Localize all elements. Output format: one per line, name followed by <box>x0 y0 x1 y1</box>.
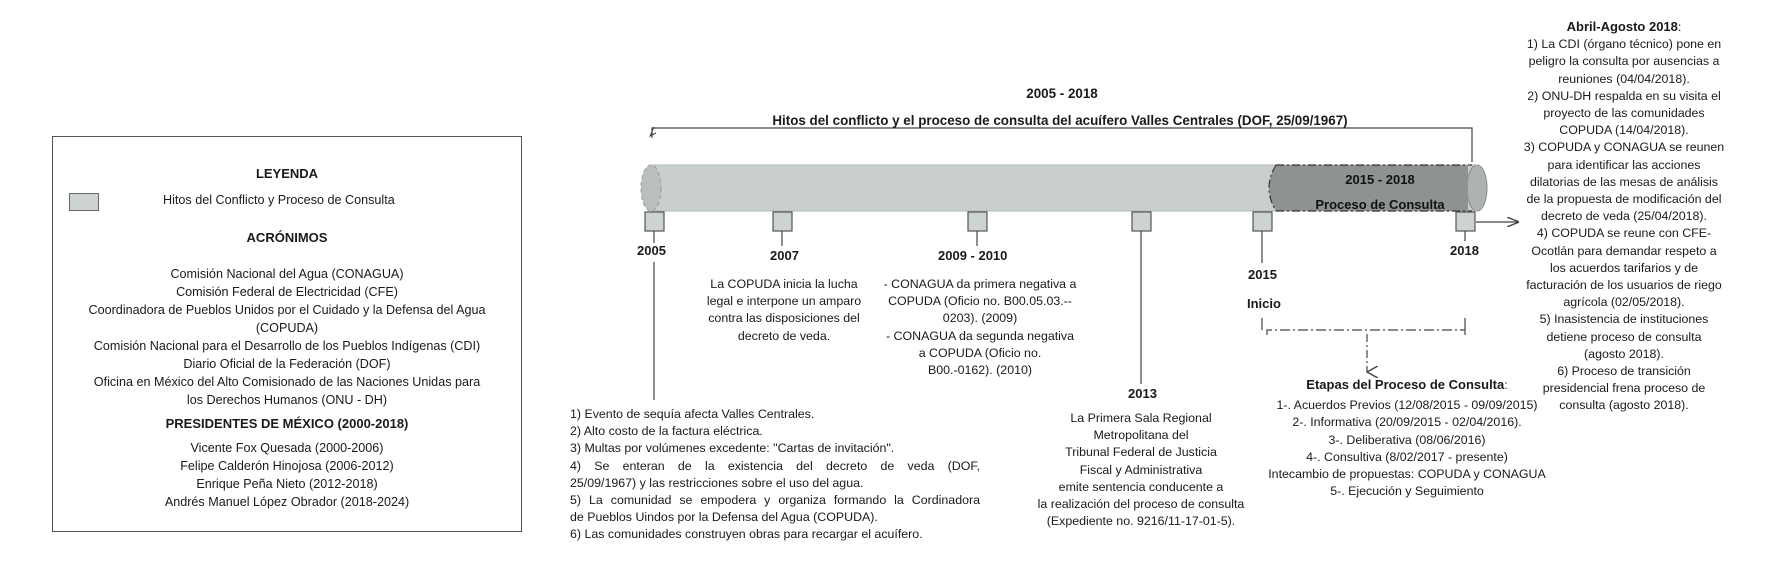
event-line: Metropolitana del <box>1093 428 1189 443</box>
event-line: consulta (agosto 2018). <box>1559 398 1689 413</box>
events-2007 <box>694 276 874 345</box>
events-2013 <box>1016 410 1266 530</box>
event-line: presidencial frena proceso de <box>1542 381 1706 396</box>
presidents-title: PRESIDENTES DE MÉXICO (2000-2018) <box>165 416 409 431</box>
stage-item: Intecambio de propuestas: COPUDA y CONAGUA <box>1268 467 1546 482</box>
stage-item: 3-. Deliberativa (08/06/2016) <box>1328 432 1486 447</box>
event-line: decreto de veda (25/04/2018). <box>1540 209 1707 224</box>
event-line: B00.-0162). (2010) <box>927 363 1032 378</box>
panel-title-colon: : <box>1677 20 1682 34</box>
acronym-item: los Derechos Humanos (ONU - DH) <box>186 393 388 407</box>
event-line: Ocotlán para demandar respeto a <box>1531 243 1717 258</box>
event-line: facturación de los usuarios de riego <box>1526 278 1722 293</box>
milestone-box-2013 <box>1132 212 1151 231</box>
president-item: Vicente Fox Quesada (2000-2006) <box>190 441 384 455</box>
event-line: - CONAGUA da segunda negativa <box>885 328 1075 343</box>
event-line: para identificar las acciones <box>1547 157 1701 172</box>
stages-title-colon: : <box>1504 378 1508 392</box>
milestone-year-2009-2010: 2009 - 2010 <box>938 248 1008 263</box>
event-line: 2) Alto costo de la factura eléctrica. <box>570 424 763 439</box>
legend-title: LEYENDA <box>255 166 319 181</box>
event-line: legal e interpone un amparo <box>706 294 862 309</box>
acronym-item: Comisión Nacional del Agua (CONAGUA) <box>170 267 404 281</box>
stages-bracket <box>1267 330 1465 335</box>
event-line: 6) Las comunidades construyen obras para recargar el acuífero. <box>570 527 923 542</box>
event-line: de Pueblos Uindos por la Defensa del Agua (COPUDA). <box>570 510 878 525</box>
event-line: agrícola (02/05/2018). <box>1563 295 1685 310</box>
event-line: 1) Evento de sequía afecta Valles Centrales. <box>570 407 815 421</box>
legend-swatch-label: Hitos del Conflicto y Proceso de Consulta <box>163 193 395 207</box>
event-line: (Expediente no. 9216/11-17-01-5). <box>1046 514 1236 529</box>
event-line: decreto de veda. <box>737 328 831 343</box>
diagram-title: Hitos del conflicto y el proceso de consulta del acuífero Valles Centrales (DOF, 25/09/1967) <box>772 113 1348 128</box>
event-line: dilatorias de las mesas de análisis <box>1529 174 1719 189</box>
milestone-box-2015 <box>1253 212 1272 231</box>
events-2009-2010 <box>876 276 1084 379</box>
event-line: Fiscal y Administrativa <box>1079 462 1203 477</box>
event-line: La Primera Sala Regional <box>1070 411 1212 425</box>
bar-right-cap <box>1467 165 1487 211</box>
milestone-year-2013: 2013 <box>1128 386 1157 401</box>
milestone-year-2018: 2018 <box>1450 243 1479 258</box>
stage-item: 5-. Ejecución y Seguimiento <box>1330 484 1484 499</box>
event-line: La COPUDA inicia la lucha <box>710 277 858 291</box>
stage-item: 2-. Informativa (20/09/2015 - 02/04/2016). <box>1292 415 1522 430</box>
acronyms-title: ACRÓNIMOS <box>246 230 328 245</box>
event-line: emite sentencia conducente a <box>1058 479 1224 494</box>
event-line: 0203). (2009) <box>942 311 1018 326</box>
stage-item: 4-. Consultiva (8/02/2017 - presente) <box>1306 449 1508 464</box>
event-line: 5) La comunidad se empodera y organiza formando la Cordinadora <box>570 493 980 508</box>
acronym-item: Coordinadora de Pueblos Unidos por el Cuidado y la Defensa del Agua <box>88 303 486 317</box>
legend-box <box>52 136 522 532</box>
consult-label: Proceso de Consulta <box>1315 197 1445 212</box>
event-line: 4) COPUDA se reune con CFE- <box>1536 226 1712 241</box>
acronym-item: (COPUDA) <box>255 321 319 335</box>
acronym-item: Diario Oficial de la Federación (DOF) <box>183 357 391 371</box>
milestone-year-2005: 2005 <box>637 243 666 258</box>
stages-title: Etapas del Proceso de Consulta <box>1306 377 1505 392</box>
event-line: la realización del proceso de consulta <box>1037 497 1245 512</box>
milestone-start-label: Inicio <box>1247 296 1281 311</box>
event-line: reuniones (04/04/2018). <box>1558 71 1690 86</box>
period-label: 2005 - 2018 <box>1026 86 1098 101</box>
event-line: de la propuesta de modificación del <box>1526 192 1722 207</box>
milestone-year-2015: 2015 <box>1248 267 1277 282</box>
milestone-box-2009 <box>968 212 987 231</box>
stages-title-line <box>1262 376 1552 394</box>
event-line: COPUDA (Oficio no. B00.05.03.-- <box>888 294 1072 309</box>
consult-stages <box>1262 376 1552 500</box>
event-line: los acuerdos tarifarios y de <box>1549 260 1699 275</box>
event-line: 1) La CDI (órgano técnico) pone en <box>1526 37 1722 52</box>
milestone-box-2018 <box>1456 212 1475 231</box>
event-line: 2) ONU-DH respalda en su visita el <box>1527 88 1721 103</box>
event-line: peligro la consulta por ausencias a <box>1528 54 1720 69</box>
event-line: proyecto de las comunidades <box>1543 106 1705 121</box>
acronym-item: Oficina en México del Alto Comisionado de las Naciones Unidas para <box>93 375 481 389</box>
event-line: Tribunal Federal de Justicia <box>1065 445 1217 460</box>
milestone-box-2007 <box>773 212 792 231</box>
events-2005 <box>570 406 980 544</box>
period-bracket <box>652 128 1472 162</box>
milestone-box-2005 <box>645 212 664 231</box>
events-2018 <box>1510 18 1738 415</box>
event-line: contra las disposiciones del <box>708 311 860 326</box>
panel-title-line <box>1510 18 1738 36</box>
consult-period-label: 2015 - 2018 <box>1345 172 1415 187</box>
event-line: 3) Multas por volúmenes excedente: "Cartas de invitación". <box>570 441 895 456</box>
legend-swatch <box>69 193 99 211</box>
event-line: 5) Inasistencia de instituciones <box>1539 312 1709 327</box>
event-line: (agosto 2018). <box>1584 346 1664 361</box>
event-line: detiene proceso de consulta <box>1546 329 1702 344</box>
event-line: 25/09/1967) y las restricciones sobre el uso del agua. <box>570 475 864 490</box>
event-line: 6) Proceso de transición <box>1557 364 1691 379</box>
panel-title: Abril-Agosto 2018 <box>1566 19 1678 34</box>
acronym-item: Comisión Nacional para el Desarrollo de los Pueblos Indígenas (CDI) <box>93 339 481 353</box>
acronym-item: Comisión Federal de Electricidad (CFE) <box>176 285 398 299</box>
event-line: - CONAGUA da primera negativa a <box>883 277 1077 291</box>
stage-item: 1-. Acuerdos Previos (12/08/2015 - 09/09/2015) <box>1276 398 1538 413</box>
event-line: 3) COPUDA y CONAGUA se reunen <box>1523 140 1725 155</box>
event-line: COPUDA (14/04/2018). <box>1559 123 1689 138</box>
milestone-year-2007: 2007 <box>770 248 799 263</box>
bar-left-cap <box>641 165 661 211</box>
president-item: Felipe Calderón Hinojosa (2006-2012) <box>180 459 394 473</box>
event-line: 4) Se enteran de la existencia del decreto de veda (DOF, <box>570 458 980 473</box>
president-item: Andrés Manuel López Obrador (2018-2024) <box>164 495 410 509</box>
president-item: Enrique Peña Nieto (2012-2018) <box>196 477 378 491</box>
event-line: a COPUDA (Oficio no. <box>918 345 1042 360</box>
